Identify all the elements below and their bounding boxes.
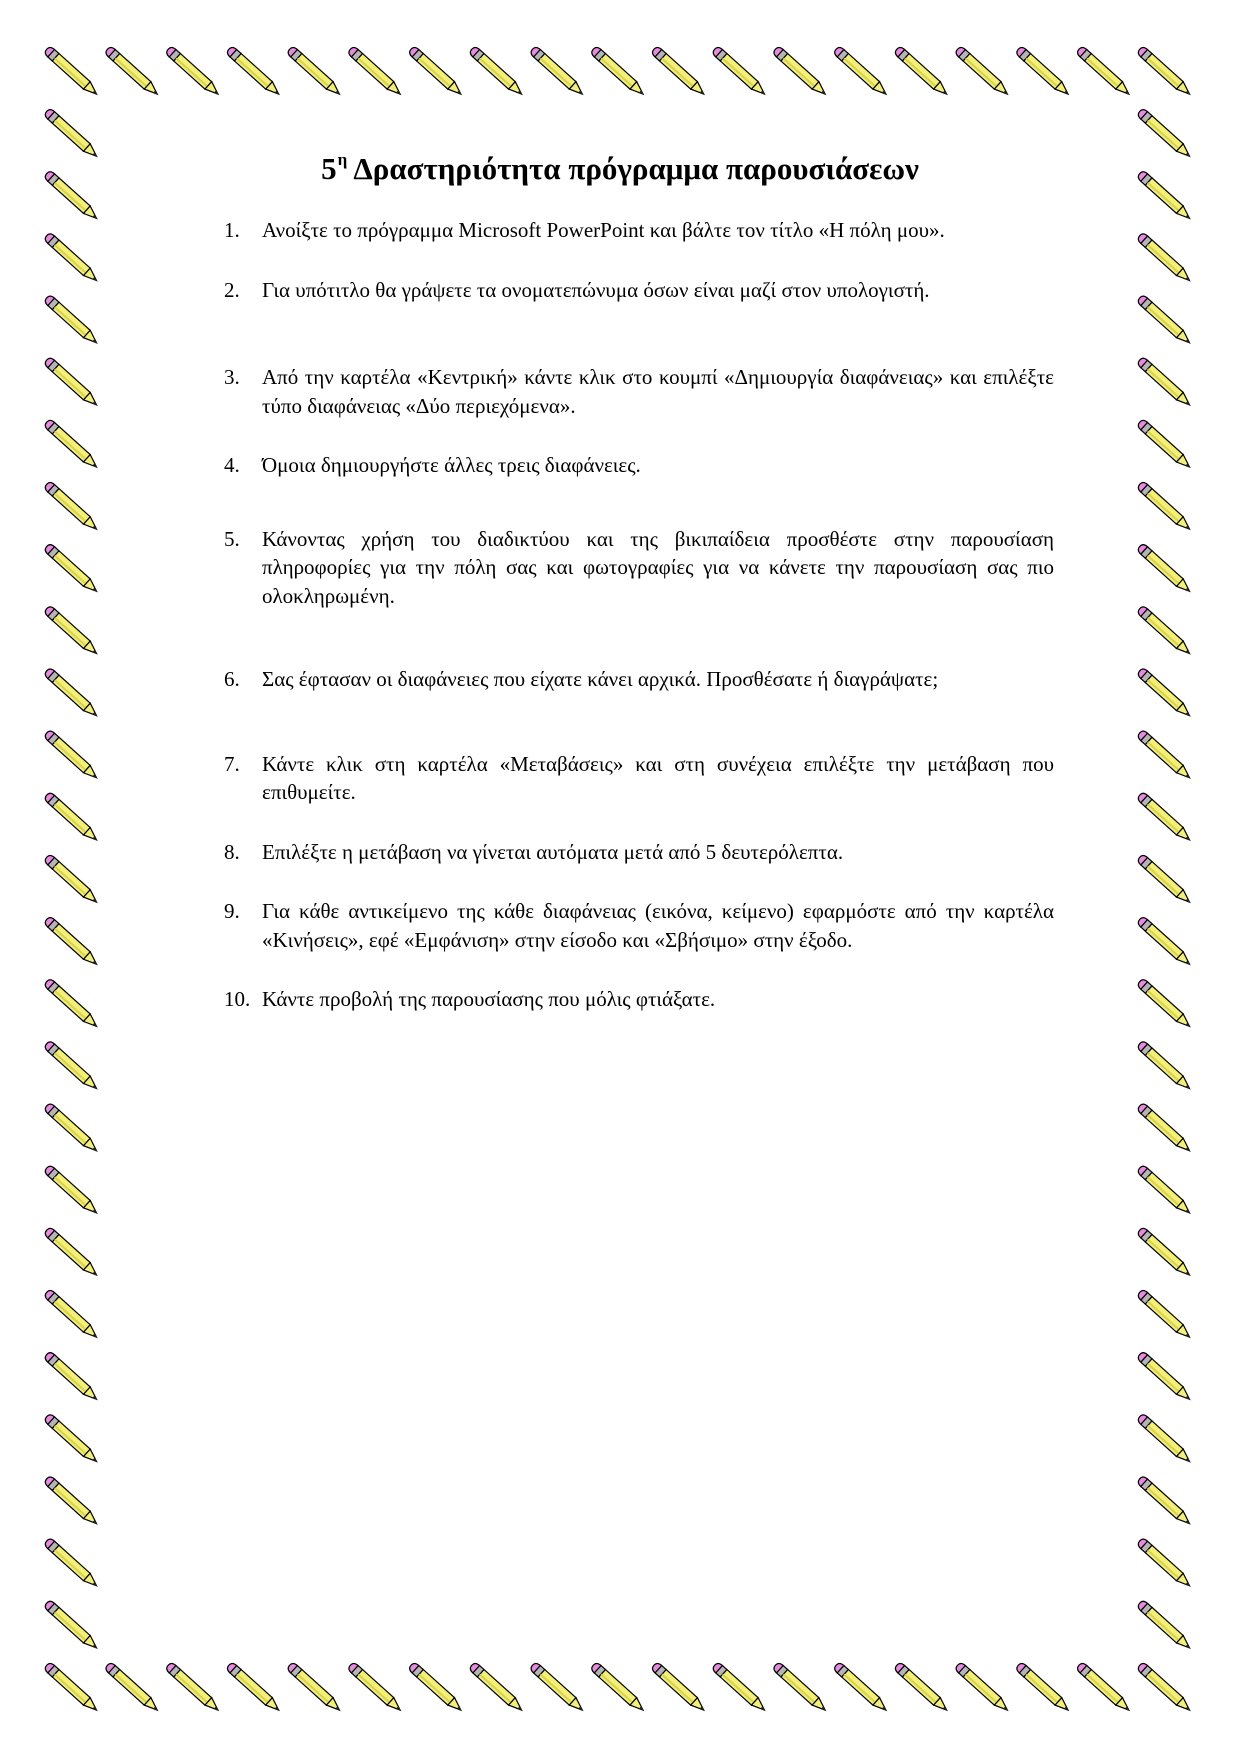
pencil-icon bbox=[43, 605, 100, 658]
instruction-item bbox=[224, 897, 1054, 954]
instruction-text: Από την καρτέλα «Κεντρική» κάντε κλικ στο κουμπί «Δημιουργία διαφάνειας» και επιλέξτε τύπο διαφάνειας «Δύο περιεχόμενα». bbox=[262, 365, 1054, 418]
pencil-icon bbox=[286, 1662, 343, 1715]
title-text: Δραστηριότητα πρόγραμμα παρουσιάσεων bbox=[353, 151, 919, 186]
pencil-icon bbox=[43, 232, 100, 285]
pencil-icon bbox=[1015, 46, 1072, 99]
title-number: 5 bbox=[321, 151, 337, 186]
pencil-icon bbox=[43, 1226, 100, 1279]
pencil-icon bbox=[43, 481, 100, 534]
instruction-item bbox=[224, 985, 1054, 1014]
pencil-icon bbox=[43, 1351, 100, 1404]
pencil-icon bbox=[954, 46, 1011, 99]
instruction-number: 2. bbox=[224, 277, 240, 302]
pencil-icon bbox=[1136, 170, 1193, 223]
instruction-text: Κάντε προβολή της παρουσίασης που μόλις φτιάξατε. bbox=[262, 987, 716, 1011]
pencil-icon bbox=[1136, 1537, 1193, 1590]
instruction-item bbox=[224, 838, 1054, 867]
pencil-icon bbox=[772, 46, 829, 99]
pencil-icon bbox=[43, 854, 100, 907]
pencil-icon bbox=[347, 1662, 404, 1715]
instruction-item bbox=[224, 451, 1054, 480]
pencil-icon bbox=[651, 1662, 708, 1715]
instruction-text: Για κάθε αντικείμενο της κάθε διαφάνειας (εικόνα, κείμενο) εφαρμόστε από την καρτέλα «Κινήσεις», εφέ «Εμφάνιση» στην είσοδο και «Σβήσιμο» στην έξοδο. bbox=[262, 899, 1054, 952]
pencil-icon bbox=[1136, 1413, 1193, 1466]
instruction-number: 10. bbox=[224, 987, 251, 1011]
instruction-text: Ανοίξτε το πρόγραμμα Microsoft PowerPoint και βάλτε τον τίτλο «Η πόλη μου». bbox=[262, 218, 945, 242]
pencil-icon bbox=[43, 791, 100, 844]
instruction-text: Σας έφτασαν οι διαφάνειες που είχατε κάνει αρχικά. Προσθέσατε ή διαγράψατε; bbox=[262, 667, 939, 691]
pencil-icon bbox=[1136, 1226, 1193, 1279]
pencil-icon bbox=[1136, 1351, 1193, 1404]
pencil-icon bbox=[43, 1289, 100, 1342]
pencil-icon bbox=[468, 46, 525, 99]
instruction-text: Κάνοντας χρήση του διαδικτύου και της βικιπαίδεια προσθέστε στην παρουσίαση πληροφορίες για την πόλη σας και φωτογραφίες για να κάνετε την παρουσίαση σας πιο ολοκληρωμένη. bbox=[262, 526, 1054, 608]
pencil-icon bbox=[529, 46, 586, 99]
page-title bbox=[180, 150, 1060, 187]
pencil-icon bbox=[651, 46, 708, 99]
instruction-item bbox=[224, 525, 1054, 611]
pencil-icon bbox=[43, 356, 100, 409]
pencil-icon bbox=[893, 1662, 950, 1715]
pencil-icon bbox=[711, 46, 768, 99]
pencil-icon bbox=[1136, 1164, 1193, 1217]
pencil-icon bbox=[43, 1537, 100, 1590]
instruction-item bbox=[224, 665, 1054, 694]
pencil-icon bbox=[165, 1662, 222, 1715]
pencil-icon bbox=[833, 46, 890, 99]
instruction-item bbox=[224, 216, 1054, 245]
instruction-text: Όμοια δημιουργήστε άλλες τρεις διαφάνειες. bbox=[262, 453, 641, 477]
instruction-text: Κάντε κλικ στη καρτέλα «Μεταβάσεις» και στη συνέχεια επιλέξτε την μετάβαση που επιθυμείτε. bbox=[262, 751, 1054, 804]
pencil-icon bbox=[43, 108, 100, 161]
pencil-icon bbox=[1136, 481, 1193, 534]
pencil-icon bbox=[1136, 791, 1193, 844]
pencil-icon bbox=[43, 1102, 100, 1155]
pencil-icon bbox=[1136, 294, 1193, 347]
pencil-icon bbox=[529, 1662, 586, 1715]
pencil-icon bbox=[1136, 1102, 1193, 1155]
pencil-icon bbox=[43, 170, 100, 223]
pencil-icon bbox=[468, 1662, 525, 1715]
instruction-number: 6. bbox=[224, 667, 240, 691]
pencil-icon bbox=[43, 1475, 100, 1528]
pencil-icon bbox=[43, 729, 100, 782]
pencil-icon bbox=[43, 543, 100, 596]
pencil-icon bbox=[286, 46, 343, 99]
pencil-icon bbox=[43, 916, 100, 969]
pencil-icon bbox=[43, 1599, 100, 1652]
pencil-icon bbox=[1136, 854, 1193, 907]
instruction-number: 1. bbox=[224, 218, 240, 242]
pencil-icon bbox=[104, 1662, 161, 1715]
pencil-icon bbox=[1136, 543, 1193, 596]
pencil-icon bbox=[43, 978, 100, 1031]
pencil-icon bbox=[43, 1413, 100, 1466]
pencil-icon bbox=[226, 1662, 283, 1715]
pencil-icon bbox=[711, 1662, 768, 1715]
pencil-icon bbox=[1015, 1662, 1072, 1715]
instruction-list bbox=[224, 216, 1054, 1014]
pencil-icon bbox=[1136, 1289, 1193, 1342]
instruction-item bbox=[224, 363, 1054, 420]
pencil-icon bbox=[43, 1040, 100, 1093]
pencil-icon bbox=[1136, 1475, 1193, 1528]
instruction-number: 8. bbox=[224, 839, 240, 864]
pencil-icon bbox=[590, 1662, 647, 1715]
pencil-icon bbox=[1136, 729, 1193, 782]
pencil-icon bbox=[1076, 46, 1133, 99]
pencil-icon bbox=[1076, 1662, 1133, 1715]
pencil-icon bbox=[1136, 46, 1193, 99]
instruction-number: 3. bbox=[224, 365, 240, 389]
instruction-item bbox=[224, 276, 1054, 305]
pencil-icon bbox=[1136, 356, 1193, 409]
pencil-icon bbox=[833, 1662, 890, 1715]
pencil-icon bbox=[1136, 916, 1193, 969]
pencil-icon bbox=[1136, 232, 1193, 285]
instruction-item bbox=[224, 750, 1054, 807]
pencil-icon bbox=[408, 1662, 465, 1715]
pencil-icon bbox=[772, 1662, 829, 1715]
title-ordinal-suffix: η bbox=[337, 150, 348, 169]
pencil-icon bbox=[1136, 108, 1193, 161]
instruction-number: 7. bbox=[224, 751, 240, 776]
instruction-text: Για υπότιτλο θα γράψετε τα ονοματεπώνυμα όσων είναι μαζί στον υπολογιστή. bbox=[262, 277, 930, 302]
instruction-number: 4. bbox=[224, 453, 240, 477]
instruction-number: 5. bbox=[224, 526, 240, 551]
pencil-icon bbox=[43, 418, 100, 471]
instruction-number: 9. bbox=[224, 899, 240, 923]
pencil-icon bbox=[1136, 978, 1193, 1031]
pencil-icon bbox=[1136, 605, 1193, 658]
pencil-icon bbox=[347, 46, 404, 99]
pencil-icon bbox=[408, 46, 465, 99]
pencil-icon bbox=[226, 46, 283, 99]
pencil-icon bbox=[43, 667, 100, 720]
instruction-text: Επιλέξτε η μετάβαση να γίνεται αυτόματα μετά από 5 δευτερόλεπτα. bbox=[262, 839, 844, 864]
pencil-icon bbox=[893, 46, 950, 99]
pencil-icon bbox=[1136, 667, 1193, 720]
pencil-icon bbox=[165, 46, 222, 99]
pencil-icon bbox=[590, 46, 647, 99]
pencil-icon bbox=[43, 46, 100, 99]
pencil-icon bbox=[43, 1662, 100, 1715]
pencil-icon bbox=[1136, 1040, 1193, 1093]
pencil-icon bbox=[954, 1662, 1011, 1715]
pencil-icon bbox=[43, 294, 100, 347]
pencil-icon bbox=[43, 1164, 100, 1217]
pencil-icon bbox=[1136, 418, 1193, 471]
pencil-icon bbox=[1136, 1662, 1193, 1715]
pencil-icon bbox=[1136, 1599, 1193, 1652]
pencil-icon bbox=[104, 46, 161, 99]
